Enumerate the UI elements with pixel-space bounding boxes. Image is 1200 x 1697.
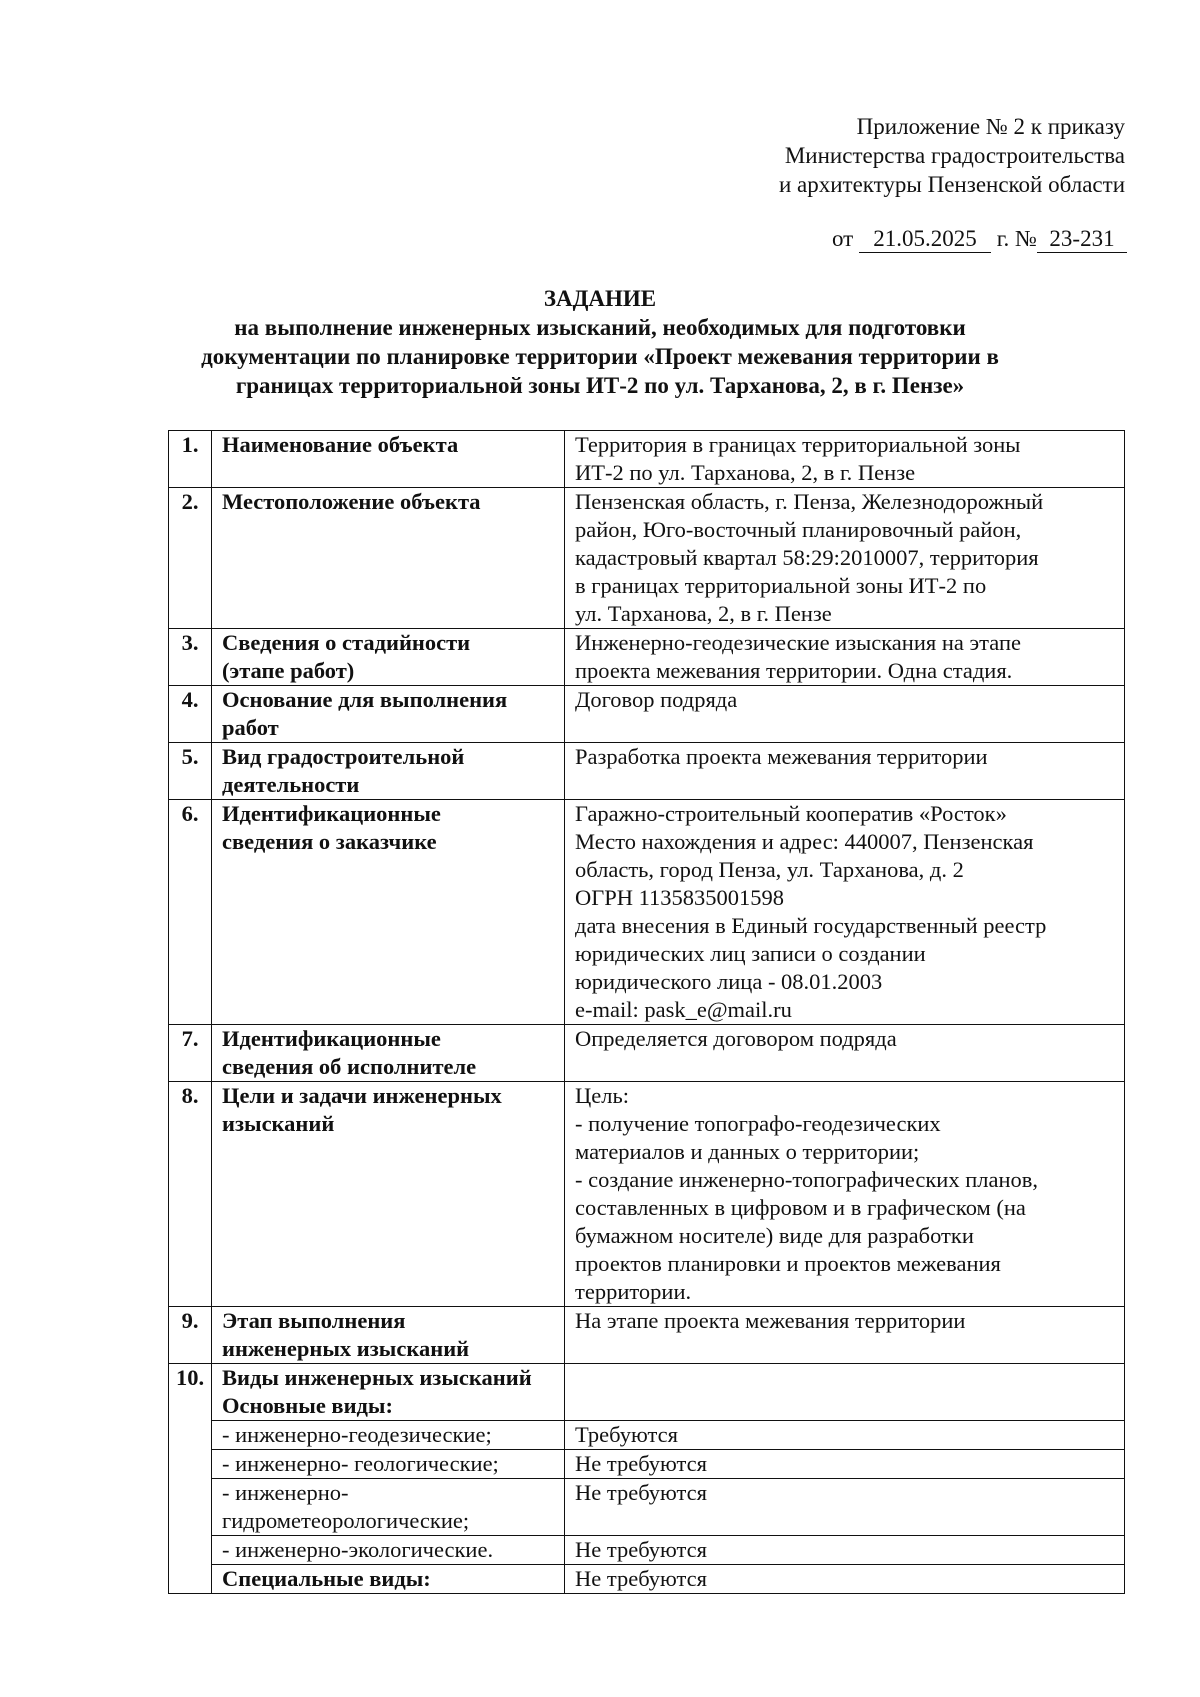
row-value <box>565 743 1125 800</box>
appendix-line-1: Приложение № 2 к приказу <box>856 114 1125 139</box>
row-number: 1. <box>169 431 212 488</box>
subrow-value <box>565 1450 1125 1479</box>
cell-line: - инженерно- <box>222 1480 349 1505</box>
cell-line: Местоположение объекта <box>222 489 481 514</box>
subrow-value <box>565 1565 1125 1594</box>
cell-line: проектов планировки и проектов межевания <box>575 1251 1001 1276</box>
appendix-line-2: Министерства градостроительства <box>784 143 1125 168</box>
task-table <box>168 430 1125 1594</box>
cell-line: материалов и данных о территории; <box>575 1139 920 1164</box>
title-line-2: документации по планировке территории «Проект межевания территории в <box>201 344 999 369</box>
appendix-line-3: и архитектуры Пензенской области <box>778 172 1125 197</box>
cell-line: Гаражно-строительный кооператив «Росток» <box>575 801 1007 826</box>
row-label <box>212 1025 565 1082</box>
cell-line: Идентификационные <box>222 801 441 826</box>
row-number: 2. <box>169 488 212 629</box>
cell-line: Территория в границах территориальной зоны <box>575 432 1021 457</box>
subrow-value <box>565 1479 1125 1536</box>
cell-line: сведения об исполнителе <box>222 1054 477 1079</box>
table-row <box>169 1025 1125 1082</box>
row-value <box>565 1025 1125 1082</box>
cell-line: работ <box>222 715 279 740</box>
cell-line: Пензенская область, г. Пенза, Железнодорожный <box>575 489 1044 514</box>
cell-line: Место нахождения и адрес: 440007, Пензенская <box>575 829 1034 854</box>
table-subrow <box>169 1421 1125 1450</box>
table-row <box>169 686 1125 743</box>
row-value <box>565 488 1125 629</box>
row-number: 4. <box>169 686 212 743</box>
cell-line: ОГРН 1135835001598 <box>575 885 785 910</box>
cell-line: Требуются <box>575 1422 678 1447</box>
row-label <box>212 629 565 686</box>
cell-line: ИТ-2 по ул. Тарханова, 2, в г. Пензе <box>575 460 916 485</box>
cell-line: Цели и задачи инженерных <box>222 1083 502 1108</box>
title-line-1: на выполнение инженерных изысканий, необходимых для подготовки <box>234 315 966 340</box>
cell-line: составленных в цифровом и в графическом (на <box>575 1195 1026 1220</box>
document-title <box>100 284 1100 400</box>
subrow-label <box>212 1536 565 1565</box>
cell-line: гидрометеорологические; <box>222 1508 470 1533</box>
row-number: 5. <box>169 743 212 800</box>
row-number: 6. <box>169 800 212 1025</box>
row-value <box>565 431 1125 488</box>
cell-line: Договор подряда <box>575 687 738 712</box>
dateline-year-suffix: г. <box>996 226 1010 251</box>
table-subrow <box>169 1450 1125 1479</box>
appendix-header <box>779 112 1125 199</box>
cell-line: Цель: <box>575 1083 629 1108</box>
dateline-number-label: № <box>1015 226 1037 251</box>
cell-line: Не требуются <box>575 1566 708 1591</box>
cell-line: территории. <box>575 1279 692 1304</box>
cell-line: - инженерно-геодезические; <box>222 1422 492 1447</box>
cell-line: проекта межевания территории. Одна стадия. <box>575 658 1013 683</box>
table-row <box>169 431 1125 488</box>
row-number: 7. <box>169 1025 212 1082</box>
cell-line: деятельности <box>222 772 360 797</box>
row-number: 9. <box>169 1307 212 1364</box>
subrow-label <box>212 1450 565 1479</box>
order-date: 21.05.2025 <box>859 226 991 253</box>
cell-line: e-mail: pask_e@mail.ru <box>575 997 792 1022</box>
cell-line: Вид градостроительной <box>222 744 465 769</box>
row-label <box>212 1307 565 1364</box>
cell-line: Основные виды: <box>222 1393 393 1418</box>
cell-line: сведения о заказчике <box>222 829 437 854</box>
row-number: 3. <box>169 629 212 686</box>
cell-line: инженерных изысканий <box>222 1336 470 1361</box>
table-subrow <box>169 1479 1125 1536</box>
cell-line: Наименование объекта <box>222 432 459 457</box>
table-subrow <box>169 1565 1125 1594</box>
cell-line: Идентификационные <box>222 1026 441 1051</box>
dateline-prefix: от <box>831 226 854 251</box>
cell-line: Сведения о стадийности <box>222 630 471 655</box>
cell-line: Виды инженерных изысканий <box>222 1365 532 1390</box>
cell-line: область, город Пенза, ул. Тарханова, д. 2 <box>575 857 964 882</box>
row-number: 8. <box>169 1082 212 1307</box>
table-row <box>169 743 1125 800</box>
table-row <box>169 800 1125 1025</box>
row-label <box>212 1364 565 1421</box>
row-value <box>565 629 1125 686</box>
cell-line: - создание инженерно-топографических планов, <box>575 1167 1038 1192</box>
cell-line: Определяется договором подряда <box>575 1026 897 1051</box>
subrow-value <box>565 1421 1125 1450</box>
row-label <box>212 743 565 800</box>
table-subrow <box>169 1536 1125 1565</box>
cell-line: На этапе проекта межевания территории <box>575 1308 966 1333</box>
row-label <box>212 686 565 743</box>
cell-line: - получение топографо-геодезических <box>575 1111 941 1136</box>
row-value <box>565 1364 1125 1421</box>
subrow-label <box>212 1479 565 1536</box>
cell-line: изысканий <box>222 1111 335 1136</box>
row-value <box>565 1082 1125 1307</box>
cell-line: кадастровый квартал 58:29:2010007, территория <box>575 545 1039 570</box>
row-value <box>565 686 1125 743</box>
cell-line: (этапе работ) <box>222 658 355 683</box>
cell-line: Не требуются <box>575 1451 708 1476</box>
cell-line: Инженерно-геодезические изыскания на этапе <box>575 630 1021 655</box>
cell-line <box>575 1364 1114 1392</box>
cell-line: Не требуются <box>575 1480 708 1505</box>
cell-line: ул. Тарханова, 2, в г. Пензе <box>575 601 832 626</box>
cell-line: дата внесения в Единый государственный реестр <box>575 913 1047 938</box>
subrow-label <box>212 1565 565 1594</box>
cell-line: в границах территориальной зоны ИТ-2 по <box>575 573 987 598</box>
cell-line: Основание для выполнения <box>222 687 508 712</box>
table-row <box>169 629 1125 686</box>
table-row <box>169 488 1125 629</box>
task-table-body <box>169 431 1125 1594</box>
cell-line: район, Юго-восточный планировочный район, <box>575 517 1022 542</box>
order-number: 23-231 <box>1037 226 1127 253</box>
table-row <box>169 1307 1125 1364</box>
row-value <box>565 800 1125 1025</box>
cell-line: - инженерно-экологические. <box>222 1537 494 1562</box>
row-label <box>212 488 565 629</box>
cell-line: Не требуются <box>575 1537 708 1562</box>
cell-line: юридических лиц записи о создании <box>575 941 926 966</box>
table-row <box>169 1364 1125 1421</box>
table-row <box>169 1082 1125 1307</box>
row-label <box>212 1082 565 1307</box>
cell-line: Этап выполнения <box>222 1308 406 1333</box>
row-value <box>565 1307 1125 1364</box>
title-line-3: границах территориальной зоны ИТ-2 по ул. Тарханова, 2, в г. Пензе» <box>235 373 965 398</box>
title-heading: ЗАДАНИЕ <box>543 286 657 311</box>
row-label <box>212 431 565 488</box>
cell-line: - инженерно- геологические; <box>222 1451 499 1476</box>
cell-line: Разработка проекта межевания территории <box>575 744 988 769</box>
order-dateline <box>832 224 1127 254</box>
row-label <box>212 800 565 1025</box>
row-number: 10. <box>169 1364 212 1594</box>
cell-line: юридического лица - 08.01.2003 <box>575 969 883 994</box>
subrow-label <box>212 1421 565 1450</box>
cell-line: бумажном носителе) виде для разработки <box>575 1223 974 1248</box>
cell-line: Специальные виды: <box>222 1566 431 1591</box>
subrow-value <box>565 1536 1125 1565</box>
